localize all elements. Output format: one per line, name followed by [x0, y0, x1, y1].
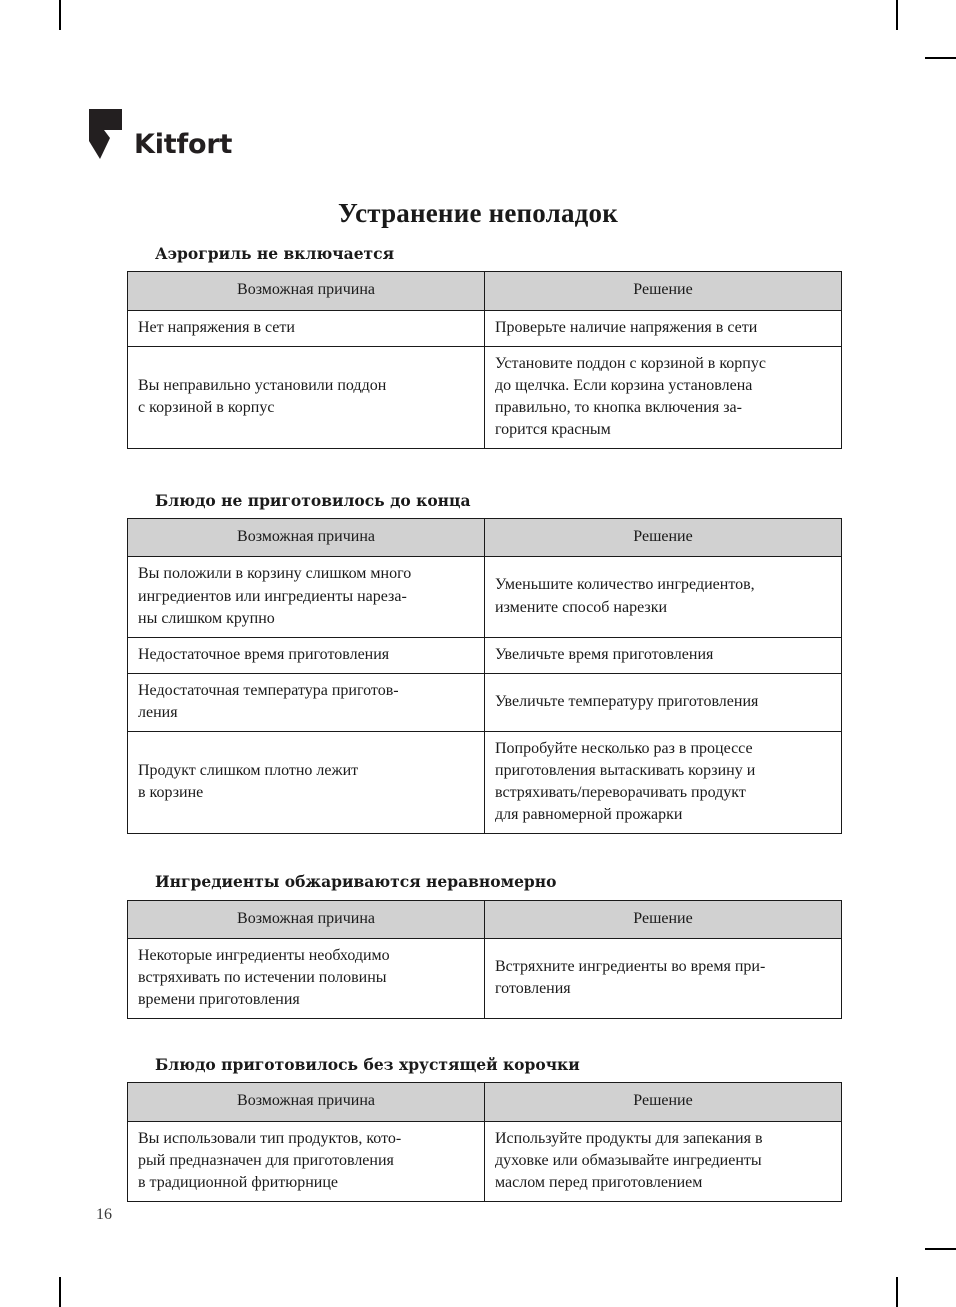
cell-line: Используйте продукты для запекания в: [495, 1129, 763, 1147]
column-header-cause: Возможная причина: [128, 900, 485, 938]
troubleshooting-section: [127, 873, 841, 1019]
cell-line: Установите поддон с корзиной в корпус: [495, 354, 766, 372]
section-spacer: [127, 449, 841, 479]
cell-solution: [485, 637, 842, 673]
cell-line: Проверьте наличие напряжения в сети: [495, 318, 758, 336]
column-header-cause: Возможная причина: [128, 272, 485, 310]
section-heading: Ингредиенты обжариваются неравномерно: [155, 872, 557, 892]
cell-cause: [128, 731, 485, 833]
cell-line: Вы неправильно установили поддон: [138, 376, 387, 394]
cell-cause: [128, 637, 485, 673]
cell-line: Недостаточная температура приготов-: [138, 681, 399, 699]
crop-mark-bottom-left: [59, 1277, 61, 1307]
cell-solution: [485, 1121, 842, 1201]
cell-line: Продукт слишком плотно лежит: [138, 762, 359, 779]
cell-line: до щелчка. Если корзина установлена: [495, 376, 753, 394]
troubleshooting-table: [127, 900, 842, 1019]
crop-mark-bottom-right-h: [925, 1248, 956, 1250]
cell-line: приготовления вытаскивать корзину и: [495, 762, 756, 779]
column-header-solution: Решение: [485, 272, 842, 310]
troubleshooting-table: [127, 1082, 842, 1201]
cell-line: Увеличьте время приготовления: [495, 645, 714, 663]
cell-line: Встряхните ингредиенты во время при-: [495, 957, 766, 975]
table-row: [128, 310, 842, 346]
cell-cause: [128, 346, 485, 448]
cell-cause: [128, 1121, 485, 1201]
table-row: [128, 557, 842, 637]
column-header-solution: Решение: [485, 519, 842, 557]
cell-solution: [485, 557, 842, 637]
column-header-solution: Решение: [485, 900, 842, 938]
cell-line: Уменьшите количество ингредиентов,: [495, 576, 755, 594]
cell-line: ингредиентов или ингредиенты нареза-: [138, 587, 407, 605]
cell-line: встряхивать/переворачивать продукт: [495, 784, 746, 802]
cell-line: Вы использовали тип продуктов, кото-: [138, 1129, 402, 1147]
cell-solution: [485, 673, 842, 731]
section-heading: Блюдо не приготовилось до конца: [155, 490, 471, 510]
cell-line: Недостаточное время приготовления: [138, 645, 390, 663]
column-header-solution: Решение: [485, 1083, 842, 1121]
troubleshooting-section: [127, 245, 841, 449]
cell-line: духовке или обмазывайте ингредиенты: [495, 1151, 762, 1169]
table-row: [128, 1121, 842, 1201]
table-header-row: [128, 272, 842, 310]
table-row: [128, 673, 842, 731]
table-header-row: [128, 519, 842, 557]
cell-solution: [485, 731, 842, 833]
cell-line: Нет напряжения в сети: [138, 318, 295, 336]
cell-solution: [485, 938, 842, 1018]
table-row: [128, 731, 842, 833]
cell-cause: [128, 557, 485, 637]
cell-cause: [128, 673, 485, 731]
crop-mark-top-right: [896, 0, 898, 30]
cell-line: рый предназначен для приготовления: [138, 1151, 394, 1169]
crop-mark-bottom-right: [896, 1277, 898, 1307]
kitfort-flag-icon: [88, 108, 128, 160]
cell-solution: [485, 346, 842, 448]
cell-line: маслом перед приготовлением: [495, 1173, 703, 1191]
cell-line: с корзиной в корпус: [138, 398, 275, 416]
cell-line: в традиционной фритюрнице: [138, 1173, 339, 1191]
troubleshooting-section: [127, 1056, 841, 1202]
table-header-row: [128, 900, 842, 938]
cell-line: готовления: [495, 979, 571, 997]
section-heading: Блюдо приготовилось без хрустящей корочки: [155, 1054, 580, 1074]
cell-line: Некоторые ингредиенты необходимо: [138, 946, 390, 964]
cell-line: правильно, то кнопка включения за-: [495, 398, 742, 416]
troubleshooting-table: [127, 271, 842, 448]
cell-line: ления: [138, 703, 178, 721]
section-heading: Аэрогриль не включается: [155, 243, 395, 263]
cell-cause: [128, 938, 485, 1018]
cell-line: измените способ нарезки: [495, 598, 668, 616]
table-row: [128, 637, 842, 673]
cell-line: встряхивать по истечении половины: [138, 968, 387, 986]
column-header-cause: Возможная причина: [128, 519, 485, 557]
brand-name: Kitfort: [134, 129, 233, 160]
cell-line: времени приготовления: [138, 990, 300, 1008]
table-row: [128, 938, 842, 1018]
page-title: Устранение неполадок: [338, 198, 618, 229]
cell-line: ны слишком крупно: [138, 609, 275, 627]
crop-mark-top-left: [59, 0, 61, 30]
troubleshooting-table: [127, 518, 842, 834]
section-spacer: [127, 834, 841, 860]
cell-cause: [128, 310, 485, 346]
brand-logo: [88, 108, 232, 160]
column-header-cause: Возможная причина: [128, 1083, 485, 1121]
table-header-row: [128, 1083, 842, 1121]
cell-line: Попробуйте несколько раз в процессе: [495, 739, 753, 757]
cell-line: для равномерной прожарки: [495, 806, 683, 824]
cell-solution: [485, 310, 842, 346]
cell-line: Вы положили в корзину слишком много: [138, 565, 412, 583]
crop-mark-top-right-h: [925, 57, 956, 59]
cell-line: Увеличьте температуру приготовления: [495, 692, 759, 710]
cell-line: горится красным: [495, 420, 611, 438]
table-row: [128, 346, 842, 448]
troubleshooting-content: [127, 232, 841, 1202]
troubleshooting-section: [127, 492, 841, 834]
section-spacer: [127, 1019, 841, 1043]
cell-line: в корзине: [138, 784, 204, 802]
page-number: 16: [96, 1206, 112, 1223]
